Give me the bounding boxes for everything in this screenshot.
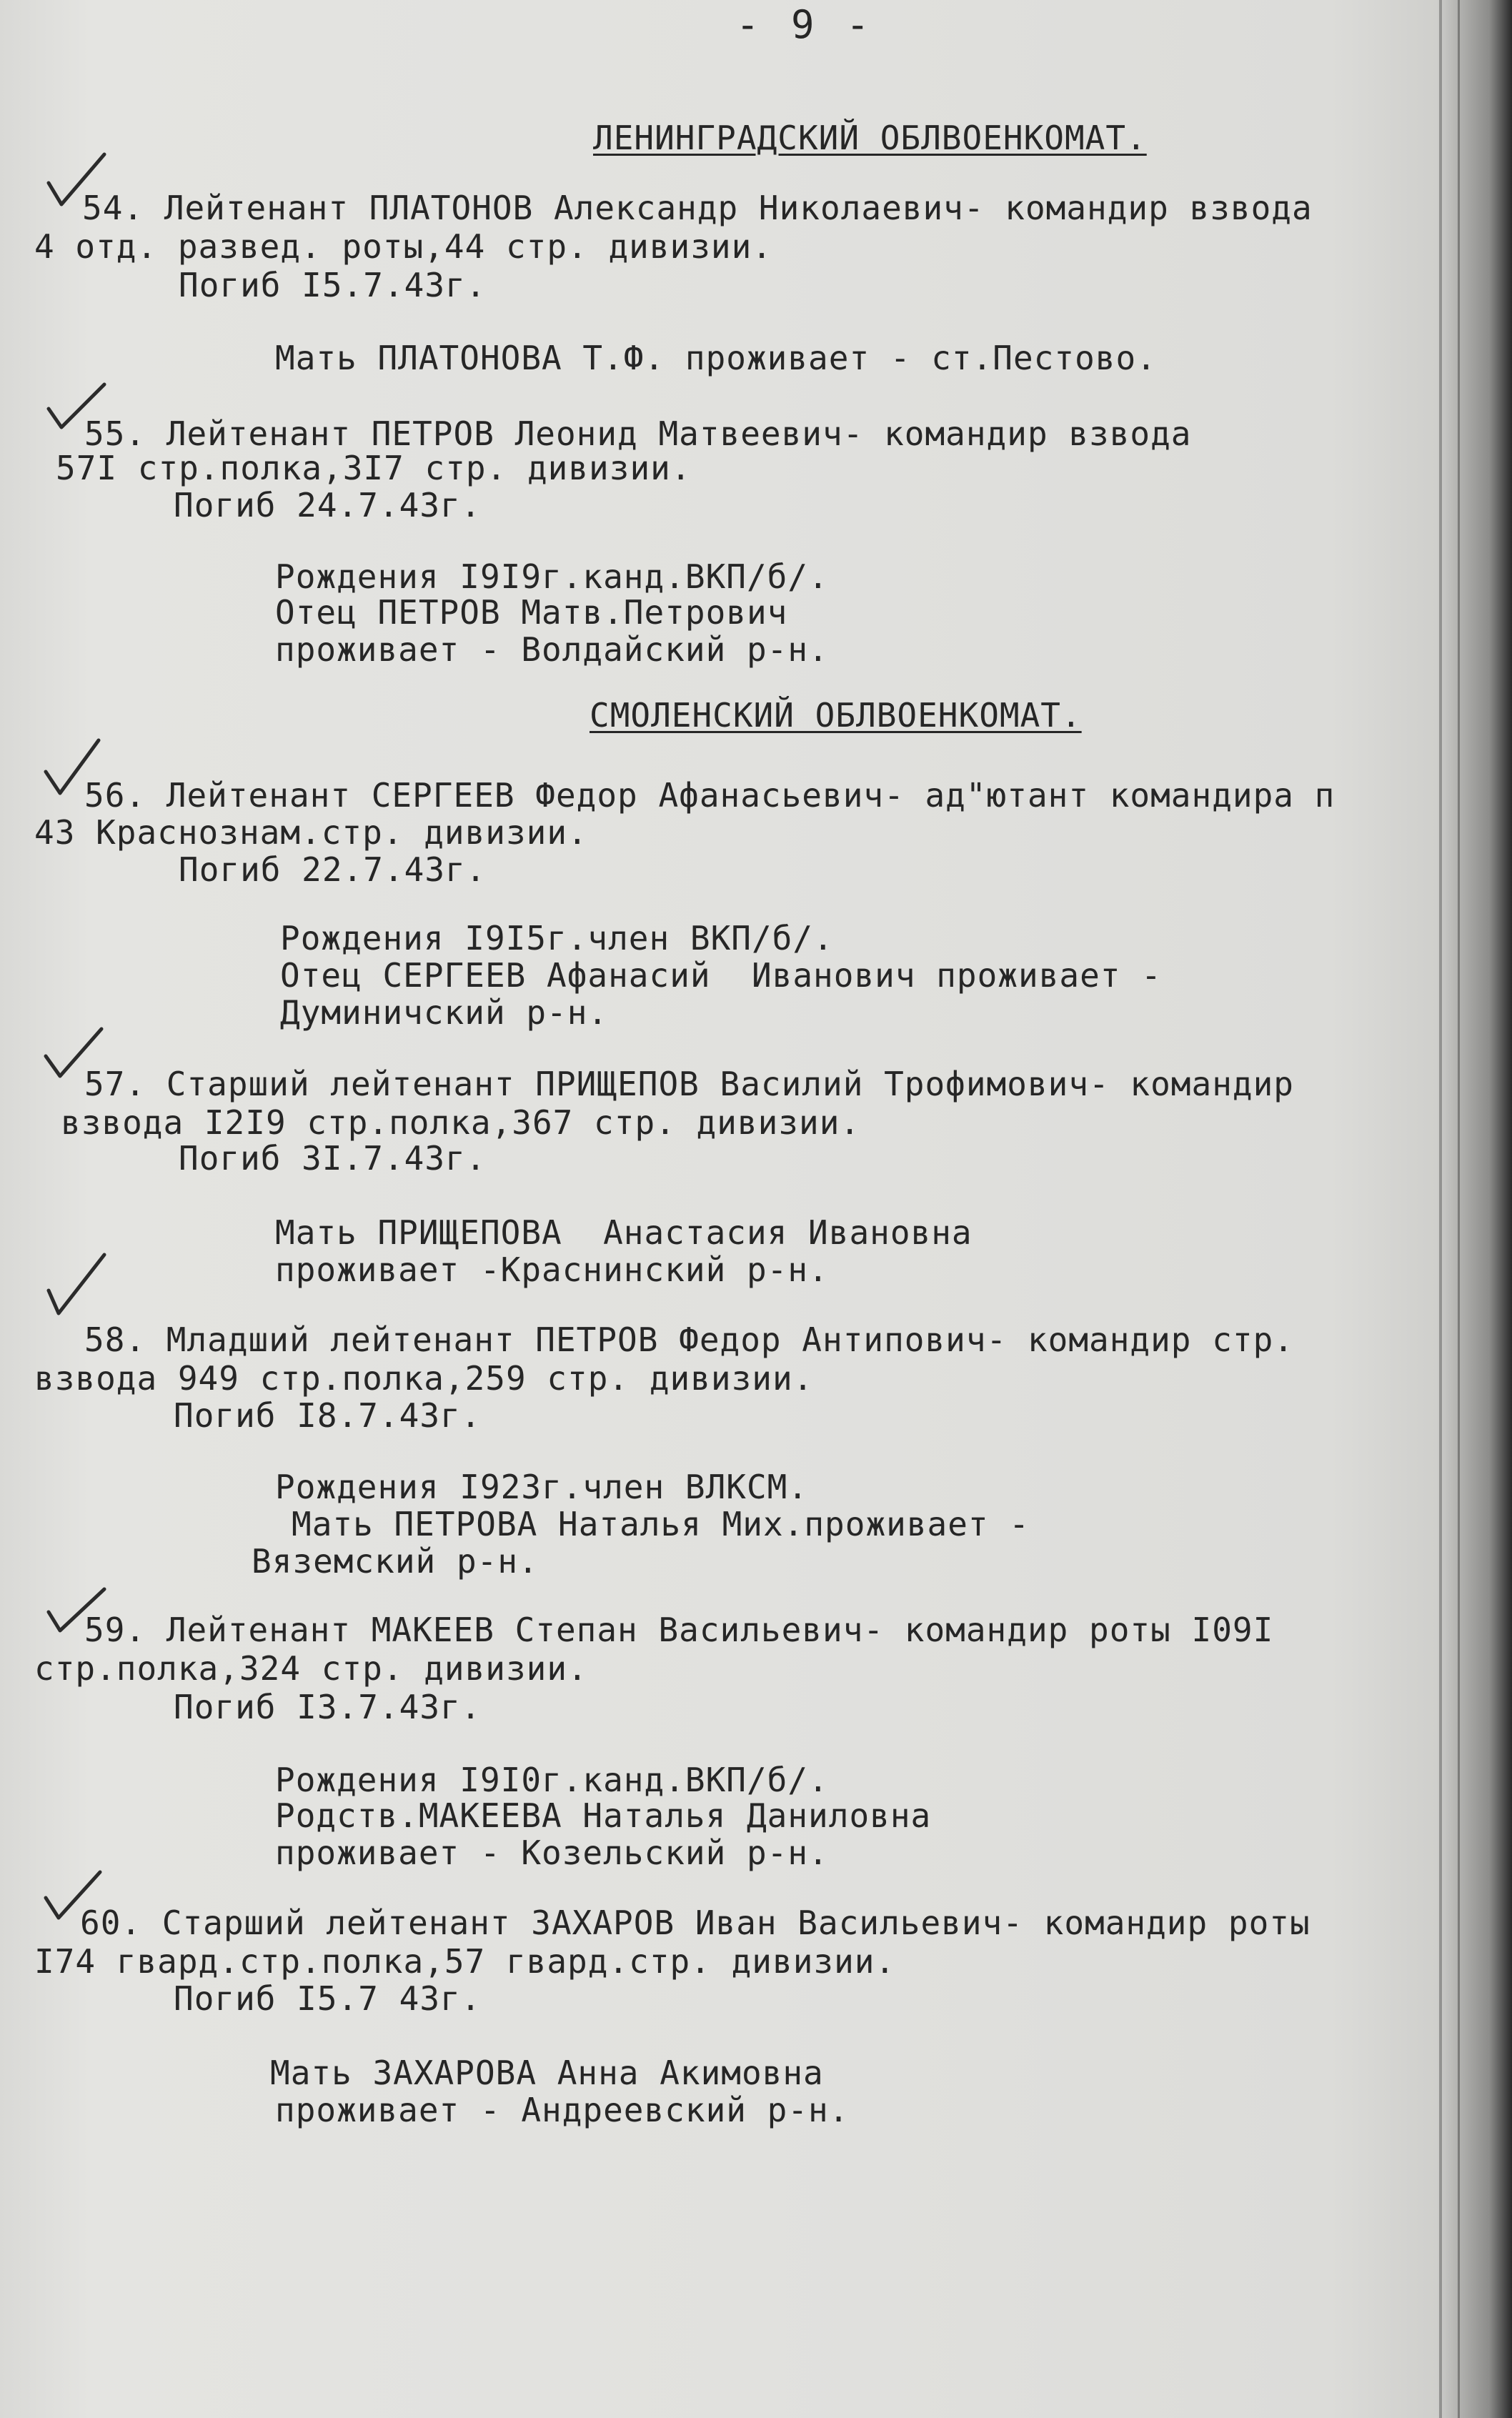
entry-58-info-1: Рождения I923г.член ВЛКСМ. <box>275 1468 809 1506</box>
entry-55-info-1: Рождения I9I9г.канд.ВКП/б/. <box>275 557 829 596</box>
entry-54-info-1: Мать ПЛАТОНОВА Т.Ф. проживает - ст.Пестово. <box>275 339 1157 377</box>
entry-58-info-3: Вяземский р-н. <box>252 1542 539 1581</box>
entry-59-info-1: Рождения I9I0г.канд.ВКП/б/. <box>275 1761 829 1799</box>
entry-55-info-3: проживает - Волдайский р-н. <box>275 630 829 669</box>
entry-60-died: Погиб I5.7 43г. <box>174 1979 482 2018</box>
entry-54-line2: 4 отд. развед. роты,44 стр. дивизии. <box>34 227 772 266</box>
entry-59-info-2: Родств.МАКЕЕВА Наталья Даниловна <box>275 1796 932 1835</box>
entry-59-line1: 59. Лейтенант МАКЕЕВ Степан Васильевич- командир роты I09I <box>84 1611 1274 1649</box>
section-heading-smolensk: СМОЛЕНСКИЙ ОБЛВОЕНКОМАТ. <box>590 696 1082 735</box>
entry-56-info-1: Рождения I9I5г.член ВКП/б/. <box>280 919 834 957</box>
checkmark-icon <box>44 1252 109 1316</box>
entry-60-line2: I74 гвард.стр.полка,57 гвард.стр. дивизии. <box>34 1942 896 1981</box>
entry-58-line1: 58. Младший лейтенант ПЕТРОВ Федор Антипович- командир стр. <box>84 1320 1294 1359</box>
entry-60-line1: 60. Старший лейтенант ЗАХАРОВ Иван Васильевич- командир роты <box>80 1904 1310 1942</box>
entry-60-info-1: Мать ЗАХАРОВА Анна Акимовна <box>270 2054 824 2092</box>
entry-57-line1: 57. Старший лейтенант ПРИЩЕПОВ Василий Трофимович- командир <box>84 1065 1294 1103</box>
entry-57-died: Погиб 3I.7.43г. <box>179 1139 487 1178</box>
entry-57-info-2: проживает -Краснинский р-н. <box>275 1250 829 1289</box>
binding-edge-dark <box>1458 0 1460 2418</box>
entry-58-died: Погиб I8.7.43г. <box>174 1396 482 1435</box>
page-number: - 9 - <box>736 2 874 47</box>
entry-54-line1: 54. Лейтенант ПЛАТОНОВ Александр Николаевич- командир взвода <box>82 189 1313 227</box>
entry-59-died: Погиб I3.7.43г. <box>174 1688 482 1726</box>
entry-57-line2: взвода I2I9 стр.полка,367 стр. дивизии. <box>61 1103 861 1142</box>
entry-55-line1: 55. Лейтенант ПЕТРОВ Леонид Матвеевич- командир взвода <box>84 414 1192 453</box>
entry-56-info-2: Отец СЕРГЕЕВ Афанасий Иванович проживает - <box>280 956 1162 995</box>
entry-60-info-2: проживает - Андреевский р-н. <box>275 2091 850 2129</box>
entry-59-line2: стр.полка,324 стр. дивизии. <box>34 1649 588 1688</box>
entry-58-line2: взвода 949 стр.полка,259 стр. дивизии. <box>34 1359 814 1398</box>
binding-edge <box>1439 0 1442 2418</box>
entry-55-info-2: Отец ПЕТРОВ Матв.Петрович <box>275 593 788 632</box>
entry-56-info-3: Думиничский р-н. <box>280 993 609 1032</box>
entry-59-info-3: проживает - Козельский р-н. <box>275 1834 829 1872</box>
entry-54-died: Погиб I5.7.43г. <box>179 266 487 304</box>
entry-55-died: Погиб 24.7.43г. <box>174 486 482 524</box>
entry-55-line2: 57I стр.полка,3I7 стр. дивизии. <box>56 449 692 487</box>
section-heading-leningrad: ЛЕНИНГРАДСКИЙ ОБЛВОЕНКОМАТ. <box>593 119 1147 157</box>
entry-57-info-1: Мать ПРИЩЕПОВА Анастасия Ивановна <box>275 1213 973 1252</box>
entry-56-line1: 56. Лейтенант СЕРГЕЕВ Федор Афанасьевич- ад"ютант командира п <box>84 776 1336 815</box>
entry-58-info-2: Мать ПЕТРОВА Наталья Мих.проживает - <box>292 1505 1030 1543</box>
entry-56-line2: 43 Краснознам.стр. дивизии. <box>34 813 588 852</box>
entry-56-died: Погиб 22.7.43г. <box>179 850 487 889</box>
